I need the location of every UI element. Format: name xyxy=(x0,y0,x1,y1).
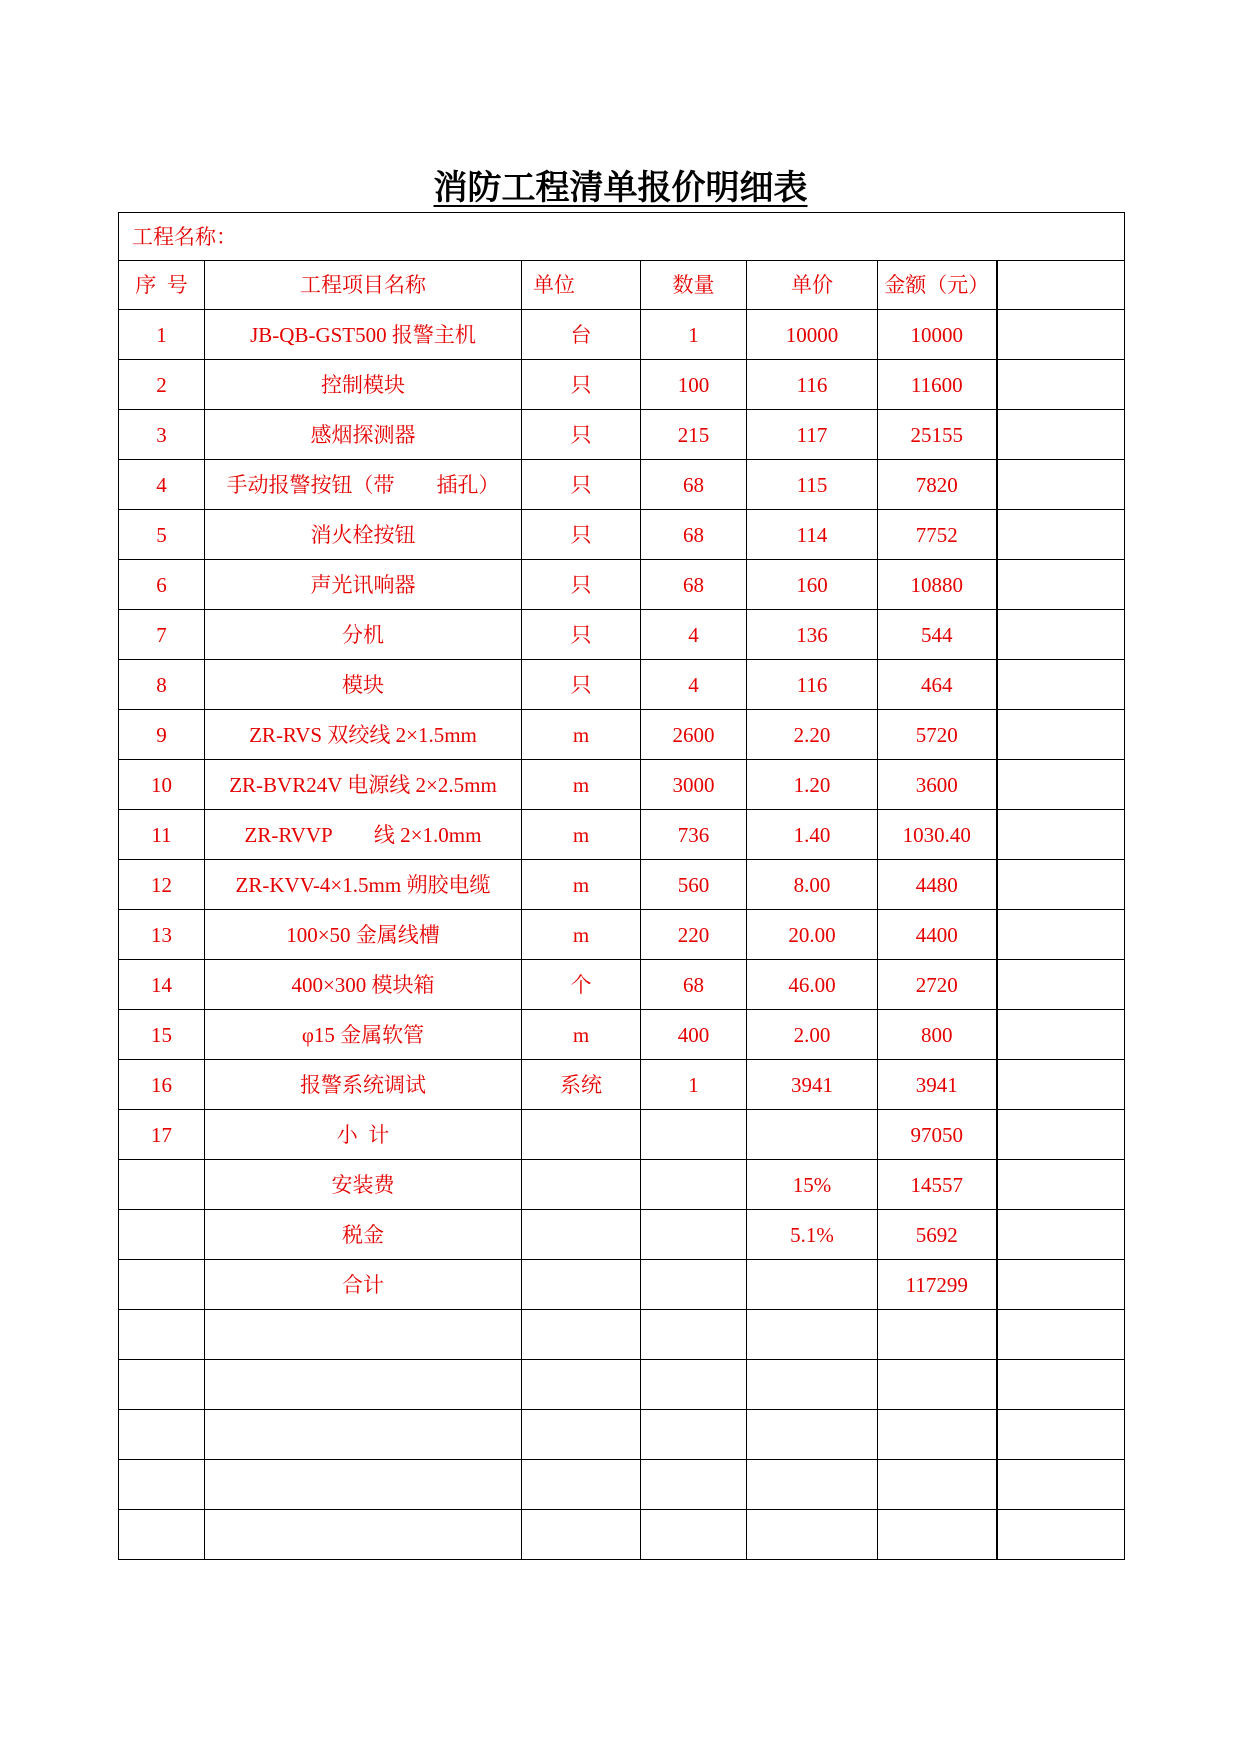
row-amount: 4480 xyxy=(878,860,997,910)
row-quantity: 68 xyxy=(641,960,747,1010)
row-unit-price: 3941 xyxy=(747,1060,878,1110)
row-item-name: 分机 xyxy=(205,610,522,660)
row-unit xyxy=(522,1210,641,1260)
row-seq: 5 xyxy=(119,510,205,560)
row-seq: 7 xyxy=(119,610,205,660)
row-quantity: 215 xyxy=(641,410,747,460)
row-unit: 只 xyxy=(522,560,641,610)
row-seq: 17 xyxy=(119,1110,205,1160)
row-seq: 2 xyxy=(119,360,205,410)
table-row xyxy=(119,710,1125,760)
header-amount: 金额（元） xyxy=(878,261,997,310)
table-row xyxy=(119,910,1125,960)
row-seq: 13 xyxy=(119,910,205,960)
empty-cell xyxy=(205,1310,522,1360)
row-quantity xyxy=(641,1210,747,1260)
row-amount: 464 xyxy=(878,660,997,710)
empty-cell xyxy=(747,1410,878,1460)
empty-cell xyxy=(747,1460,878,1510)
table-row xyxy=(119,310,1125,360)
row-unit-price: 116 xyxy=(747,660,878,710)
row-seq: 3 xyxy=(119,410,205,460)
row-unit-price: 20.00 xyxy=(747,910,878,960)
row-unit: m xyxy=(522,710,641,760)
row-unit: 系统 xyxy=(522,1060,641,1110)
row-amount: 7820 xyxy=(878,460,997,510)
row-seq: 15 xyxy=(119,1010,205,1060)
empty-cell xyxy=(119,1460,205,1510)
row-seq xyxy=(119,1210,205,1260)
table-row xyxy=(119,1160,1125,1210)
table-row xyxy=(119,1260,1125,1310)
row-item-name: 小 计 xyxy=(205,1110,522,1160)
row-amount: 117299 xyxy=(878,1260,997,1310)
row-quantity xyxy=(641,1160,747,1210)
row-item-name: ZR-RVS 双绞线 2×1.5mm xyxy=(205,710,522,760)
empty-cell xyxy=(878,1410,997,1460)
row-unit: 只 xyxy=(522,610,641,660)
table-row xyxy=(119,360,1125,410)
row-unit-price: 136 xyxy=(747,610,878,660)
row-unit-price: 5.1% xyxy=(747,1210,878,1260)
empty-cell xyxy=(747,1310,878,1360)
row-amount: 544 xyxy=(878,610,997,660)
row-extra xyxy=(997,860,1125,910)
empty-cell xyxy=(522,1310,641,1360)
empty-cell xyxy=(878,1510,997,1560)
empty-cell xyxy=(641,1310,747,1360)
empty-cell xyxy=(522,1460,641,1510)
row-unit-price: 2.00 xyxy=(747,1010,878,1060)
row-unit: 只 xyxy=(522,360,641,410)
table-row xyxy=(119,1010,1125,1060)
row-seq: 16 xyxy=(119,1060,205,1110)
empty-cell xyxy=(997,1510,1125,1560)
row-quantity: 100 xyxy=(641,360,747,410)
row-item-name: 控制模块 xyxy=(205,360,522,410)
row-amount: 25155 xyxy=(878,410,997,460)
header-unit: 单位 xyxy=(522,261,641,310)
empty-cell xyxy=(878,1460,997,1510)
row-unit: m xyxy=(522,1010,641,1060)
row-quantity: 1 xyxy=(641,310,747,360)
row-unit xyxy=(522,1160,641,1210)
empty-cell xyxy=(119,1510,205,1560)
row-extra xyxy=(997,960,1125,1010)
row-extra xyxy=(997,560,1125,610)
row-seq xyxy=(119,1260,205,1310)
row-seq: 4 xyxy=(119,460,205,510)
row-unit: 只 xyxy=(522,510,641,560)
row-seq: 1 xyxy=(119,310,205,360)
row-unit-price: 46.00 xyxy=(747,960,878,1010)
table-row xyxy=(119,610,1125,660)
empty-cell xyxy=(205,1510,522,1560)
empty-cell xyxy=(205,1410,522,1460)
row-unit-price: 117 xyxy=(747,410,878,460)
empty-cell xyxy=(522,1510,641,1560)
row-unit: 个 xyxy=(522,960,641,1010)
row-item-name: 模块 xyxy=(205,660,522,710)
document-title xyxy=(0,160,1241,209)
row-seq: 11 xyxy=(119,810,205,860)
row-seq: 12 xyxy=(119,860,205,910)
project-name-row xyxy=(119,213,1125,261)
table-row xyxy=(119,510,1125,560)
empty-row xyxy=(119,1460,1125,1510)
row-quantity xyxy=(641,1260,747,1310)
row-amount: 10880 xyxy=(878,560,997,610)
row-unit: 台 xyxy=(522,310,641,360)
row-seq: 8 xyxy=(119,660,205,710)
empty-cell xyxy=(747,1360,878,1410)
empty-cell xyxy=(878,1310,997,1360)
table-row xyxy=(119,1060,1125,1110)
table-row xyxy=(119,1210,1125,1260)
header-extra xyxy=(997,261,1125,310)
row-extra xyxy=(997,1260,1125,1310)
empty-cell xyxy=(997,1410,1125,1460)
row-amount: 1030.40 xyxy=(878,810,997,860)
row-unit-price: 114 xyxy=(747,510,878,560)
row-unit: m xyxy=(522,910,641,960)
empty-cell xyxy=(641,1510,747,1560)
table-row xyxy=(119,860,1125,910)
row-quantity: 736 xyxy=(641,810,747,860)
empty-cell xyxy=(641,1410,747,1460)
row-extra xyxy=(997,1210,1125,1260)
row-extra xyxy=(997,910,1125,960)
empty-row xyxy=(119,1310,1125,1360)
table-row xyxy=(119,960,1125,1010)
empty-cell xyxy=(878,1360,997,1410)
row-unit xyxy=(522,1260,641,1310)
row-item-name: ZR-BVR24V 电源线 2×2.5mm xyxy=(205,760,522,810)
row-extra xyxy=(997,1010,1125,1060)
table-row xyxy=(119,660,1125,710)
row-amount: 97050 xyxy=(878,1110,997,1160)
row-unit: 只 xyxy=(522,460,641,510)
row-item-name: 400×300 模块箱 xyxy=(205,960,522,1010)
header-quantity: 数量 xyxy=(641,261,747,310)
row-extra xyxy=(997,410,1125,460)
row-amount: 3600 xyxy=(878,760,997,810)
empty-cell xyxy=(119,1360,205,1410)
row-item-name: 100×50 金属线槽 xyxy=(205,910,522,960)
row-unit-price: 1.40 xyxy=(747,810,878,860)
row-amount: 10000 xyxy=(878,310,997,360)
row-unit-price: 116 xyxy=(747,360,878,410)
row-amount: 800 xyxy=(878,1010,997,1060)
row-unit-price: 115 xyxy=(747,460,878,510)
row-amount: 2720 xyxy=(878,960,997,1010)
document-title-text: 消防工程清单报价明细表 xyxy=(433,170,808,207)
header-row xyxy=(119,261,1125,310)
row-extra xyxy=(997,310,1125,360)
empty-cell xyxy=(119,1310,205,1360)
row-extra xyxy=(997,1160,1125,1210)
table-row xyxy=(119,410,1125,460)
row-seq xyxy=(119,1160,205,1210)
row-quantity: 400 xyxy=(641,1010,747,1060)
row-unit-price: 160 xyxy=(747,560,878,610)
row-quantity: 3000 xyxy=(641,760,747,810)
row-quantity xyxy=(641,1110,747,1160)
empty-cell xyxy=(997,1460,1125,1510)
row-quantity: 220 xyxy=(641,910,747,960)
row-unit-price xyxy=(747,1260,878,1310)
row-item-name: 消火栓按钮 xyxy=(205,510,522,560)
row-extra xyxy=(997,710,1125,760)
row-item-name: ZR-KVV-4×1.5mm 朔胶电缆 xyxy=(205,860,522,910)
row-item-name: ZR-RVVP 线 2×1.0mm xyxy=(205,810,522,860)
row-extra xyxy=(997,610,1125,660)
table-row xyxy=(119,560,1125,610)
row-unit-price: 2.20 xyxy=(747,710,878,760)
row-quantity: 68 xyxy=(641,460,747,510)
row-amount: 4400 xyxy=(878,910,997,960)
row-amount: 7752 xyxy=(878,510,997,560)
row-quantity: 68 xyxy=(641,560,747,610)
row-unit-price: 15% xyxy=(747,1160,878,1210)
row-unit-price xyxy=(747,1110,878,1160)
row-seq: 9 xyxy=(119,710,205,760)
header-seq: 序 号 xyxy=(119,261,205,310)
row-item-name: 安装费 xyxy=(205,1160,522,1210)
table-row xyxy=(119,810,1125,860)
row-item-name: JB-QB-GST500 报警主机 xyxy=(205,310,522,360)
quote-table xyxy=(118,212,1125,1560)
row-item-name: 报警系统调试 xyxy=(205,1060,522,1110)
row-item-name: φ15 金属软管 xyxy=(205,1010,522,1060)
table-row xyxy=(119,460,1125,510)
row-item-name: 手动报警按钮（带 插孔） xyxy=(205,460,522,510)
empty-row xyxy=(119,1360,1125,1410)
row-unit xyxy=(522,1110,641,1160)
row-extra xyxy=(997,660,1125,710)
empty-row xyxy=(119,1510,1125,1560)
row-quantity: 2600 xyxy=(641,710,747,760)
empty-row xyxy=(119,1410,1125,1460)
empty-cell xyxy=(522,1410,641,1460)
row-extra xyxy=(997,510,1125,560)
header-unit-price: 单价 xyxy=(747,261,878,310)
row-amount: 14557 xyxy=(878,1160,997,1210)
row-amount: 5720 xyxy=(878,710,997,760)
project-name-label: 工程名称： xyxy=(119,213,1125,261)
row-quantity: 4 xyxy=(641,610,747,660)
row-quantity: 560 xyxy=(641,860,747,910)
empty-cell xyxy=(205,1360,522,1410)
row-item-name: 合计 xyxy=(205,1260,522,1310)
row-amount: 5692 xyxy=(878,1210,997,1260)
row-quantity: 68 xyxy=(641,510,747,560)
row-unit-price: 8.00 xyxy=(747,860,878,910)
row-unit: m xyxy=(522,860,641,910)
row-unit-price: 10000 xyxy=(747,310,878,360)
row-extra xyxy=(997,810,1125,860)
row-unit: 只 xyxy=(522,410,641,460)
row-item-name: 税金 xyxy=(205,1210,522,1260)
row-extra xyxy=(997,760,1125,810)
row-seq: 10 xyxy=(119,760,205,810)
row-unit: m xyxy=(522,760,641,810)
empty-cell xyxy=(205,1460,522,1510)
empty-cell xyxy=(641,1360,747,1410)
empty-cell xyxy=(997,1360,1125,1410)
empty-cell xyxy=(119,1410,205,1460)
empty-cell xyxy=(997,1310,1125,1360)
row-item-name: 声光讯响器 xyxy=(205,560,522,610)
row-unit-price: 1.20 xyxy=(747,760,878,810)
empty-cell xyxy=(747,1510,878,1560)
empty-cell xyxy=(641,1460,747,1510)
header-item-name: 工程项目名称 xyxy=(205,261,522,310)
row-quantity: 1 xyxy=(641,1060,747,1110)
row-extra xyxy=(997,1110,1125,1160)
row-quantity: 4 xyxy=(641,660,747,710)
empty-cell xyxy=(522,1360,641,1410)
row-seq: 6 xyxy=(119,560,205,610)
row-extra xyxy=(997,460,1125,510)
row-unit: m xyxy=(522,810,641,860)
row-extra xyxy=(997,1060,1125,1110)
table-row xyxy=(119,760,1125,810)
row-unit: 只 xyxy=(522,660,641,710)
row-amount: 3941 xyxy=(878,1060,997,1110)
row-seq: 14 xyxy=(119,960,205,1010)
row-extra xyxy=(997,360,1125,410)
row-item-name: 感烟探测器 xyxy=(205,410,522,460)
row-amount: 11600 xyxy=(878,360,997,410)
table-row xyxy=(119,1110,1125,1160)
